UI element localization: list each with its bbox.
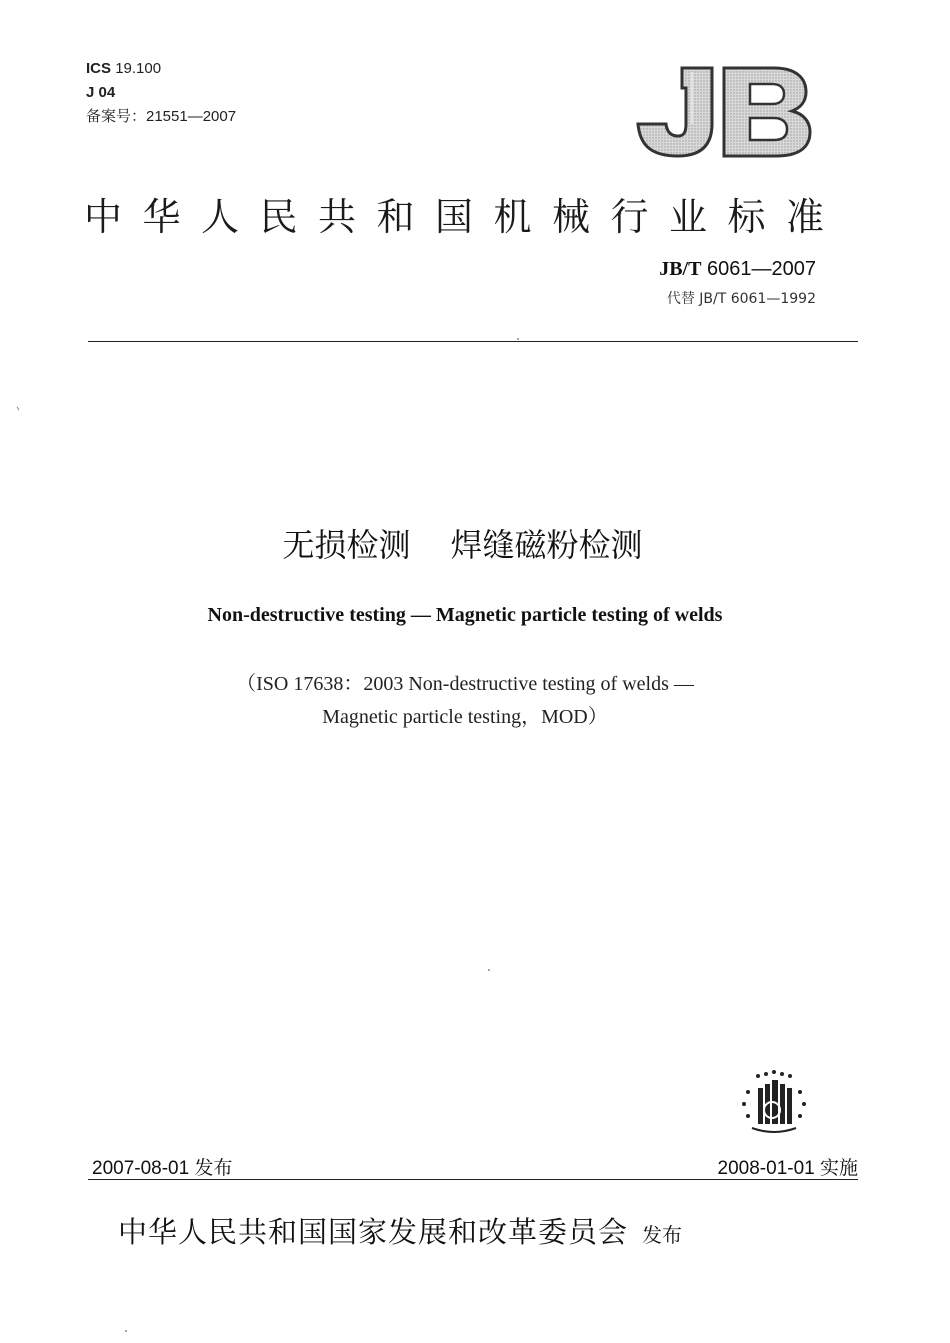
chinese-title-part1: 无损检测: [282, 526, 411, 564]
ics-label: ICS: [86, 60, 112, 77]
class-code: J 04: [86, 84, 116, 101]
implementation-date: 2008-01-01 实施: [717, 1158, 858, 1179]
chinese-title: [0, 520, 925, 566]
scan-speck: [125, 1330, 127, 1332]
standard-number-value: 6061—2007: [707, 258, 816, 280]
scan-speck: [17, 407, 20, 411]
logo-text: JB: [634, 62, 635, 63]
issue-date: 2007-08-01 发布: [92, 1158, 233, 1179]
ministry-emblem: [732, 1070, 816, 1136]
publisher: [118, 1210, 682, 1251]
standard-prefix: JB/T: [659, 258, 702, 280]
scan-speck: [517, 338, 519, 340]
chinese-title-part2: 焊缝磁粉检测: [450, 526, 643, 564]
iso-reference-line1: （ISO 17638：2003 Non-destructive testing of welds —: [236, 673, 694, 695]
iso-reference-line2: Magnetic particle testing，MOD）: [322, 706, 608, 728]
publisher-org: 中华人民共和国国家发展和改革委员会: [118, 1215, 629, 1249]
english-title: Non-destructive testing — Magnetic particle testing of welds: [207, 604, 723, 626]
standard-number: [659, 258, 816, 281]
standard-category-title: 中华人民共和国机械行业标准: [84, 195, 845, 239]
publisher-action: 发布: [642, 1223, 683, 1247]
ics-value: 19.100: [115, 60, 162, 77]
footer-rule: [88, 1179, 858, 1180]
header-rule: [88, 341, 858, 342]
replaces-standard: 代替 JB/T 6061—1992: [666, 291, 816, 307]
record-number: 备案号：21551—2007: [86, 108, 237, 125]
scan-speck: [488, 969, 490, 971]
ics-code: [86, 58, 161, 80]
jb-logo: [634, 62, 814, 162]
